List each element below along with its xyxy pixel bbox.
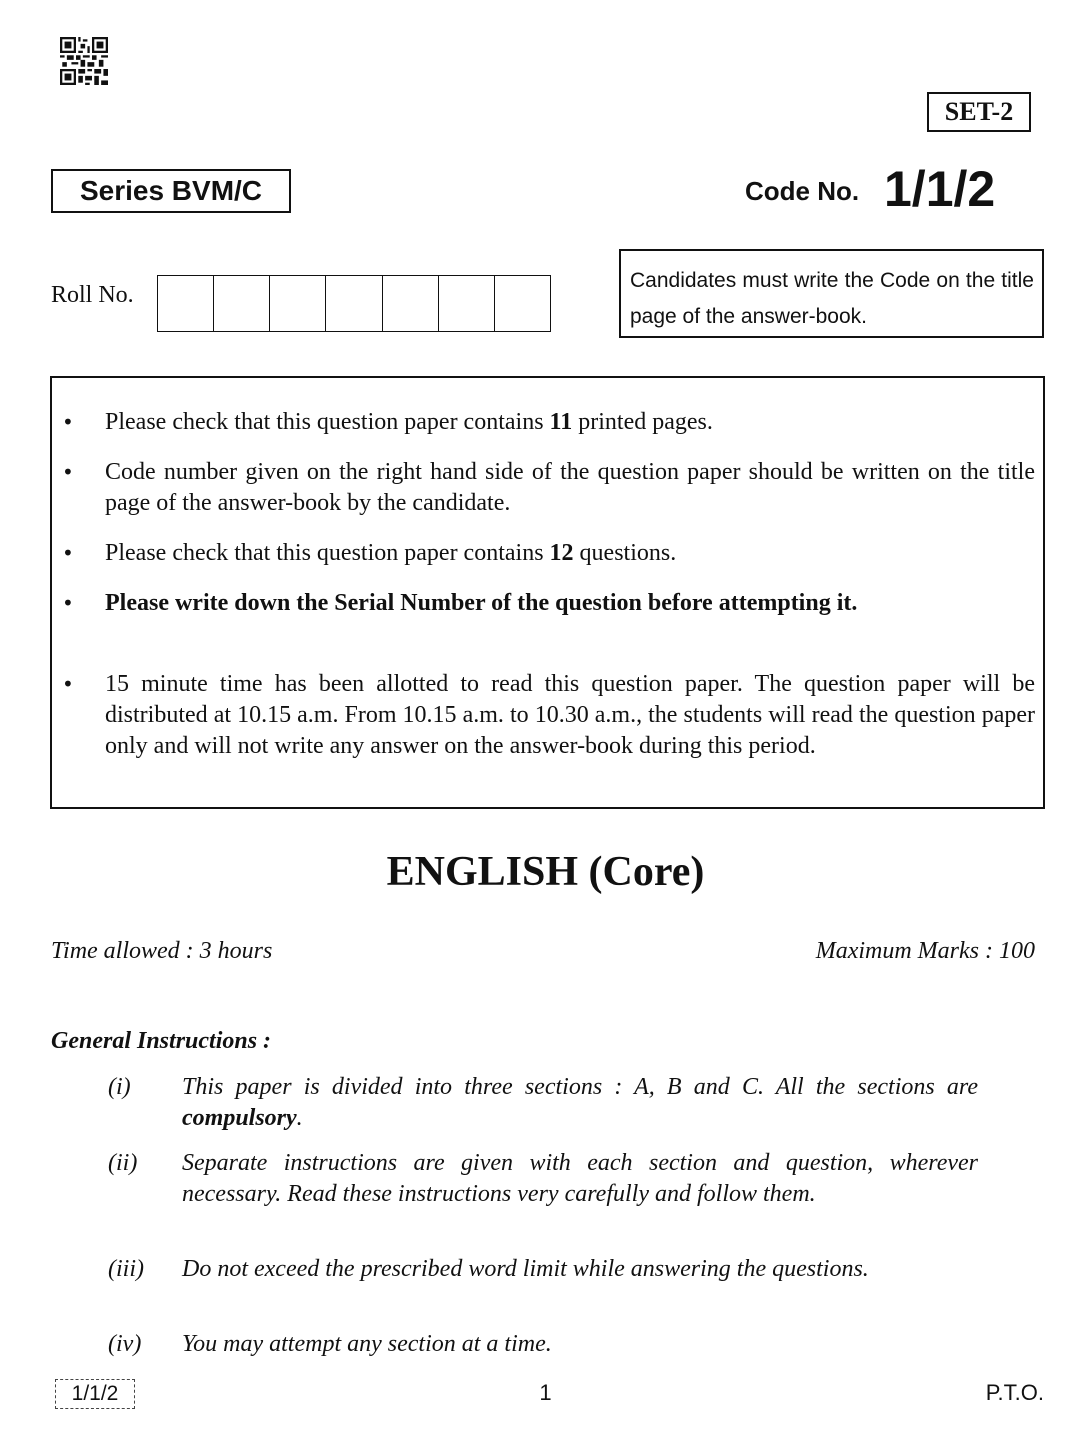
paper-title: ENGLISH (Core) — [386, 849, 705, 895]
checklist-text — [105, 538, 1035, 569]
instruction-number: (iii) — [108, 1256, 144, 1282]
roll-number-cell[interactable] — [383, 276, 439, 331]
qr-code-icon — [60, 37, 108, 85]
bullet-icon: • — [62, 672, 74, 696]
roll-number-cell[interactable] — [270, 276, 326, 331]
text-run: questions. — [573, 540, 677, 566]
instruction-text — [182, 1072, 978, 1134]
bold-text-run: compulsory — [182, 1105, 297, 1131]
roll-number-cell[interactable] — [326, 276, 382, 331]
text-run: . — [296, 1105, 303, 1131]
code-label: Code No. — [745, 176, 860, 206]
text-run: This paper is divided into three sections : A, B and C. All the sections are — [182, 1074, 978, 1100]
time-allowed: Time allowed : 3 hours — [51, 938, 273, 964]
set-label: SET-2 — [927, 92, 1031, 132]
code-value: 1/1/2 — [884, 161, 996, 217]
instruction-text — [182, 1254, 978, 1285]
roll-number-cell[interactable] — [495, 276, 550, 331]
roll-number-cell[interactable] — [214, 276, 270, 331]
roll-number-cell[interactable] — [158, 276, 214, 331]
checklist-text — [105, 407, 1035, 438]
bold-text-run: Please write down the Serial Number of the question before attempting it. — [105, 590, 858, 616]
text-run: Please check that this question paper contains — [105, 409, 550, 435]
bold-text-run: 11 — [549, 409, 573, 435]
text-run: Separate instructions are given with each section and question, wherever necessary. Read these instructions very carefully and follow them. — [182, 1150, 978, 1207]
maximum-marks: Maximum Marks : 100 — [815, 938, 1035, 964]
bullet-icon: • — [62, 460, 74, 484]
roll-number-cell[interactable] — [439, 276, 495, 331]
bold-text-run: 12 — [549, 540, 574, 566]
text-run: You may attempt any section at a time. — [182, 1331, 552, 1357]
text-run: Code number given on the right hand side of the question paper should be written on the title page of the answer-book by the candidate. — [105, 459, 1035, 516]
text-run: Do not exceed the prescribed word limit while answering the questions. — [182, 1256, 869, 1282]
text-run: 15 minute time has been allotted to read this question paper. The question paper will be distributed at 10.15 a.m. From 10.15 a.m. to 10.30 a.m., the students will read the question paper only and will not write any answer on the answer-book during this period. — [105, 671, 1035, 759]
text-run: Please check that this question paper contains — [105, 540, 550, 566]
bullet-icon: • — [62, 410, 74, 434]
checklist-text — [105, 669, 1035, 762]
bullet-icon: • — [62, 591, 74, 615]
instruction-number: (i) — [108, 1074, 131, 1100]
page-number: 1 — [539, 1380, 552, 1405]
instruction-text — [182, 1329, 978, 1360]
checklist-text — [105, 588, 1035, 619]
roll-number-label: Roll No. — [51, 282, 134, 308]
text-run: printed pages. — [572, 409, 713, 435]
instructions-box — [50, 376, 1045, 809]
roll-number-boxes[interactable] — [157, 275, 551, 332]
instruction-text — [182, 1148, 978, 1210]
instruction-number: (iv) — [108, 1331, 142, 1357]
candidates-note: Candidates must write the Code on the title page of the answer-book. — [619, 249, 1044, 338]
bullet-icon: • — [62, 541, 74, 565]
series-label: Series BVM/C — [51, 169, 291, 213]
instruction-number: (ii) — [108, 1150, 138, 1176]
footer-code: 1/1/2 — [55, 1379, 135, 1409]
checklist-text — [105, 457, 1035, 519]
pto-label: P.T.O. — [985, 1380, 1044, 1405]
general-instructions-heading: General Instructions : — [51, 1028, 272, 1054]
